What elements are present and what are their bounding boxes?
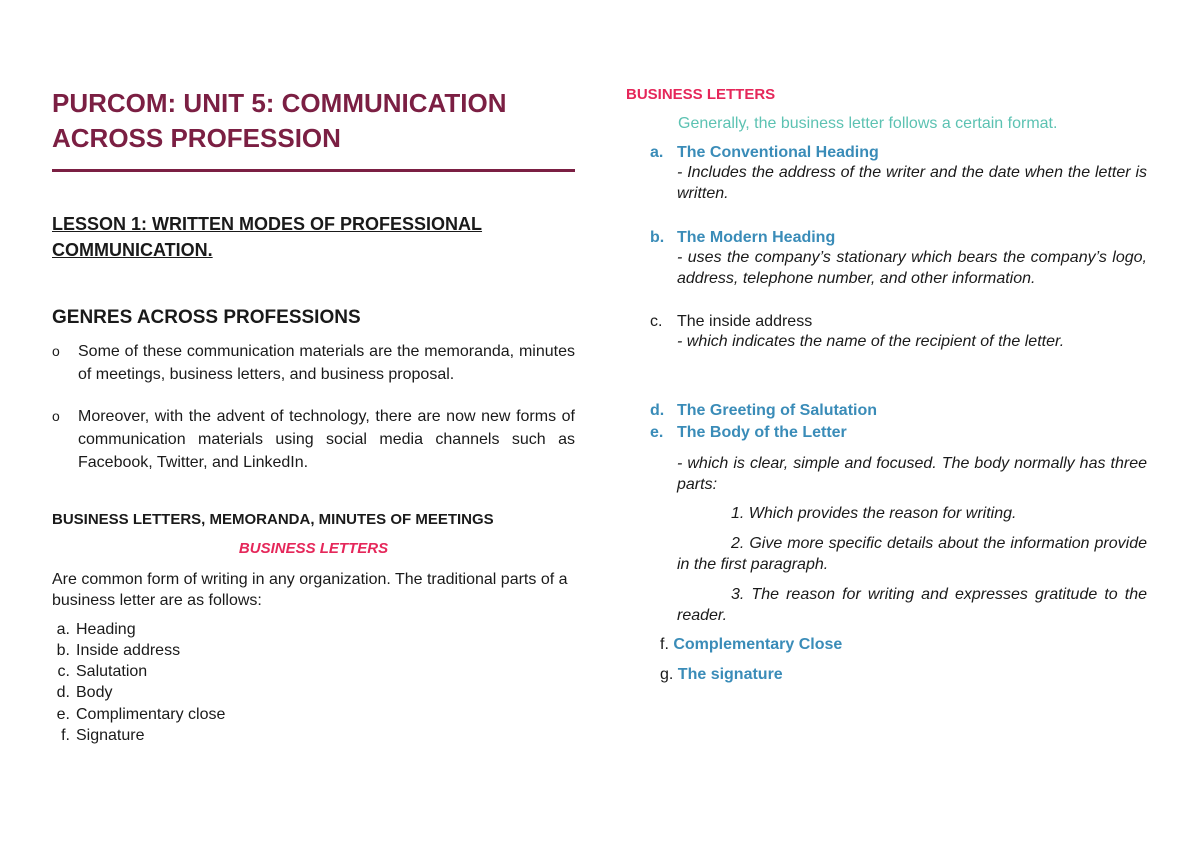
- list-item: [56, 619, 136, 640]
- bullet-text: Moreover, with the advent of technology, there are now new forms of communication materials using social media channels such as Facebook, Twitter, and LinkedIn.: [78, 408, 575, 471]
- list-text: Body: [76, 684, 113, 701]
- list-text: Salutation: [76, 663, 148, 680]
- format-item-inside-address: [650, 313, 1147, 352]
- list-letter: a.: [56, 621, 70, 638]
- list-letter: c.: [57, 663, 70, 680]
- body-description: - which is clear, simple and focused. The body normally has three parts:: [677, 455, 1147, 493]
- item-letter: c.: [650, 313, 663, 330]
- list-letter: b.: [56, 642, 70, 659]
- item-letter: a.: [650, 144, 664, 161]
- lesson-heading: LESSON 1: WRITTEN MODES OF PROFESSIONAL COMMUNICATION.: [52, 214, 483, 260]
- format-intro: Generally, the business letter follows a certain format.: [678, 115, 1058, 132]
- item-label: The Conventional Heading: [677, 144, 879, 161]
- format-item-greeting: [650, 402, 1147, 420]
- list-letter: e.: [56, 706, 70, 723]
- bullet-marker: o: [52, 343, 60, 359]
- item-label: The Modern Heading: [677, 229, 836, 246]
- business-letters-heading: BUSINESS LETTERS: [626, 86, 776, 103]
- title-divider: [52, 169, 575, 172]
- item-description: - Includes the address of the writer and the date when the letter is written.: [677, 164, 1147, 202]
- item-description: - uses the company’s stationary which bears the company’s logo, address, telephone number, and other information.: [677, 249, 1147, 287]
- list-item: [56, 704, 226, 725]
- list-text: Inside address: [76, 642, 181, 659]
- body-part: 2. Give more specific details about the information provide in the first paragraph.: [677, 535, 1147, 573]
- list-item: [56, 640, 181, 661]
- item-label: The inside address: [677, 313, 813, 330]
- list-text: Complimentary close: [76, 706, 226, 723]
- format-item-conventional-heading: [650, 144, 1147, 204]
- item-letter: f.: [660, 636, 669, 653]
- item-letter: e.: [650, 424, 664, 441]
- bullet-item: [52, 340, 575, 386]
- format-item-signature: [660, 666, 783, 684]
- item-label: The Greeting of Salutation: [677, 402, 878, 419]
- item-label: Complementary Close: [673, 636, 843, 653]
- document-title: PURCOM: UNIT 5: COMMUNICATION ACROSS PROFESSION: [52, 88, 507, 153]
- genres-heading: GENRES ACROSS PROFESSIONS: [52, 307, 361, 328]
- intro-paragraph: Are common form of writing in any organization. The traditional parts of a business letter are as follows:: [52, 571, 568, 609]
- bullet-item: [52, 405, 575, 474]
- list-item: [56, 682, 113, 703]
- section-heading: BUSINESS LETTERS, MEMORANDA, MINUTES OF MEETINGS: [52, 511, 494, 528]
- list-text: Signature: [76, 727, 145, 744]
- item-label: The Body of the Letter: [677, 424, 847, 441]
- item-letter: g.: [660, 666, 674, 683]
- item-letter: b.: [650, 229, 665, 246]
- list-letter: d.: [56, 684, 70, 701]
- body-part: 3. The reason for writing and expresses gratitude to the reader.: [677, 586, 1147, 624]
- business-letters-label: BUSINESS LETTERS: [238, 540, 389, 557]
- format-item-modern-heading: [650, 229, 1147, 289]
- item-label: The signature: [677, 666, 783, 683]
- list-letter: f.: [61, 727, 70, 744]
- bullet-text: Some of these communication materials are the memoranda, minutes of meetings, business letters, and business proposal.: [78, 343, 575, 383]
- list-text: Heading: [76, 621, 136, 638]
- bullet-marker: o: [52, 408, 60, 424]
- list-item: [61, 725, 145, 746]
- item-letter: d.: [650, 402, 665, 419]
- body-part: 1. Which provides the reason for writing.: [731, 505, 1017, 522]
- list-item: [57, 661, 148, 682]
- format-item-complementary-close: [660, 636, 842, 654]
- item-description: - which indicates the name of the recipient of the letter.: [677, 333, 1065, 350]
- format-item-body: [650, 424, 1147, 442]
